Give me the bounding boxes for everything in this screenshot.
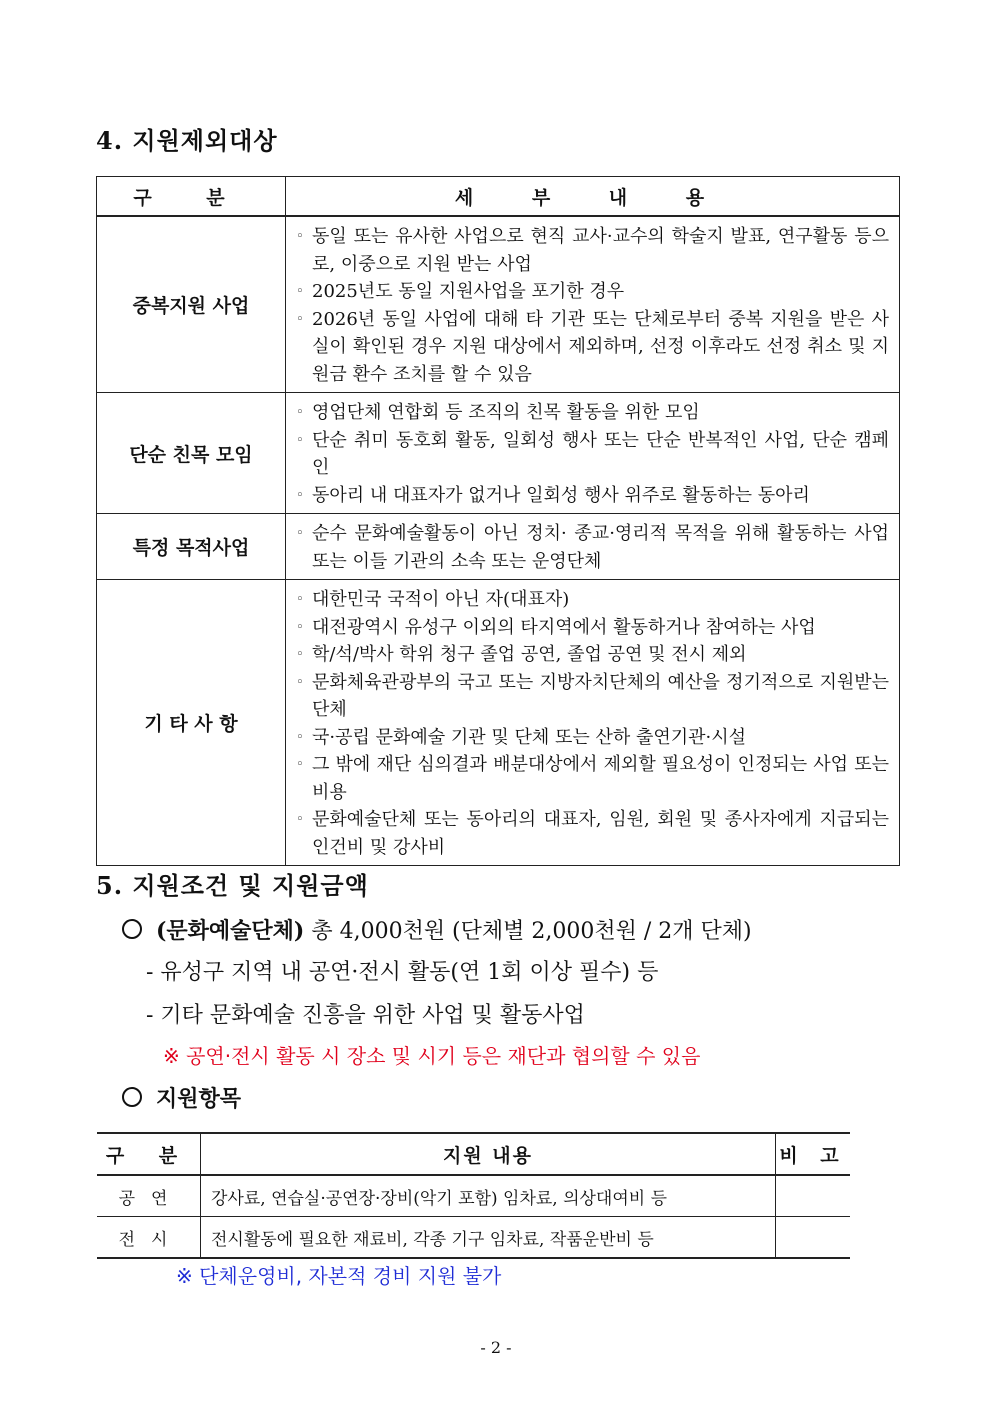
row-category: 기 타 사 항 xyxy=(97,580,286,866)
list-item: ◦ 그 밖에 재단 심의결과 배분대상에서 제외할 필요성이 인정되는 사업 또는 비용 xyxy=(296,754,889,803)
table-row xyxy=(97,1175,850,1217)
budget-line xyxy=(122,914,752,945)
list-item: ◦ 문화체육관광부의 국고 또는 지방자치단체의 예산을 정기적으로 지원받는 단체 xyxy=(296,671,889,720)
row-details xyxy=(286,514,900,580)
row-category: 중복지원 사업 xyxy=(97,216,286,393)
exclusion-row-specific xyxy=(97,514,900,580)
list-item: ◦ 국·공립 문화예술 기관 및 단체 또는 산하 출연기관·시설 xyxy=(296,726,747,748)
list-item: ◦ 단순 취미 동호회 활동, 일회성 행사 또는 단순 반복적인 사업, 단순 캠페인 xyxy=(296,429,889,478)
blue-note: ※ 단체운영비, 자본적 경비 지원 불가 xyxy=(176,1264,502,1288)
budget-text: 총 4,000천원 (단체별 2,000천원 / 2개 단체) xyxy=(304,919,752,944)
support-items-table xyxy=(97,1132,850,1259)
support-table-header xyxy=(97,1133,850,1175)
circle-bullet-icon xyxy=(122,1087,142,1107)
list-item: ◦ 동일 또는 유사한 사업으로 현직 교사·교수의 학술지 발표, 연구활동 등으로, 이중으로 지원 받는 사업 xyxy=(296,226,889,275)
list-item: ◦ 대한민국 국적이 아닌 자(대표자) xyxy=(296,589,570,610)
circle-bullet-icon xyxy=(122,919,142,939)
support-items-heading: 지원항목 xyxy=(122,1082,241,1113)
dash-item-2: - 기타 문화예술 진흥을 위한 사업 및 활동사업 xyxy=(146,1003,585,1028)
row-content: 강사료, 연습실·공연장·장비(악기 포함) 임차료, 의상대여비 등 xyxy=(201,1175,776,1217)
row-category: 단순 친목 모임 xyxy=(97,393,286,514)
row-details xyxy=(286,580,900,866)
row-category: 특정 목적사업 xyxy=(97,514,286,580)
row-content: 전시활동에 필요한 재료비, 각종 기구 임차료, 작품운반비 등 xyxy=(201,1217,776,1259)
page-number: - 2 - xyxy=(480,1338,512,1357)
row-details xyxy=(286,216,900,393)
dash-item-1: - 유성구 지역 내 공연·전시 활동(연 1회 이상 필수) 등 xyxy=(146,960,659,985)
header-note: 비 고 xyxy=(776,1133,851,1175)
row-category: 공연 xyxy=(97,1175,201,1217)
exclusion-row-social xyxy=(97,393,900,514)
header-category: 구 분 xyxy=(97,1133,201,1175)
red-note: ※ 공연·전시 활동 시 장소 및 시기 등은 재단과 협의할 수 있음 xyxy=(163,1044,701,1068)
table-row xyxy=(97,1217,850,1259)
list-item: ◦ 문화예술단체 또는 동아리의 대표자, 임원, 회원 및 종사자에게 지급되는 인건비 및 강사비 xyxy=(296,809,889,858)
list-item: ◦ 2025년도 동일 지원사업을 포기한 경우 xyxy=(296,281,625,302)
row-note xyxy=(776,1217,851,1259)
exclusion-table xyxy=(96,176,900,866)
list-item: ◦ 동아리 내 대표자가 없거나 일회성 행사 위주로 활동하는 동아리 xyxy=(296,484,810,506)
section-4-title: 4. 지원제외대상 xyxy=(96,126,278,155)
exclusion-row-other xyxy=(97,580,900,866)
header-details: 세 부 내 용 xyxy=(286,177,900,217)
section-5-title: 5. 지원조건 및 지원금액 xyxy=(96,871,369,900)
list-item: ◦ 영업단체 연합회 등 조직의 친목 활동을 위한 모임 xyxy=(296,402,700,423)
exclusion-table-header xyxy=(97,177,900,217)
list-item: ◦ 순수 문화예술활동이 아닌 정치· 종교·영리적 목적을 위해 활동하는 사업 또는 이들 기관의 소속 또는 운영단체 xyxy=(296,523,889,572)
row-category: 전시 xyxy=(97,1217,201,1259)
header-content: 지원 내용 xyxy=(201,1133,776,1175)
row-note xyxy=(776,1175,851,1217)
header-category: 구 분 xyxy=(97,177,286,217)
row-details xyxy=(286,393,900,514)
list-item: ◦ 대전광역시 유성구 이외의 타지역에서 활동하거나 참여하는 사업 xyxy=(296,616,816,638)
budget-label: (문화예술단체) xyxy=(156,918,305,944)
list-item: ◦ 학/석/박사 학위 청구 졸업 공연, 졸업 공연 및 전시 제외 xyxy=(296,644,747,665)
exclusion-row-duplicate xyxy=(97,216,900,393)
list-item: ◦ 2026년 동일 사업에 대해 타 기관 또는 단체로부터 중복 지원을 받은 사실이 확인된 경우 지원 대상에서 제외하며, 선정 이후라도 선정 취소 및 지원금 환수 조치를 할 수 있음 xyxy=(296,308,889,385)
